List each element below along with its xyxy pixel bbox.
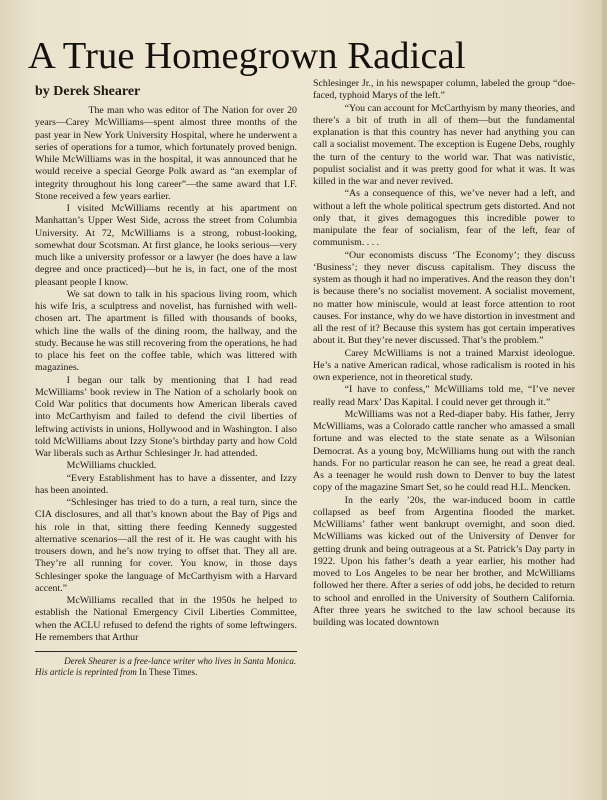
- paragraph: “Schlesinger has tried to do a turn, a real turn, since the CIA disclosures, and all that’s known about the Bay of Pigs and his role in that, sitting there feeding Kennedy suggested alternative scenarios—all the rest of it. He was caught with his trousers down, and he’s now trying to offset that. They all are. They’re all running for cover. You know, in those days Schlesinger spoke the language of McCarthyism with a Harvard accent.”: [35, 497, 297, 594]
- footnote-source: In These Times.: [139, 667, 198, 677]
- paragraph: We sat down to talk in his spacious living room, which his wife Iris, a sculptress and novelist, has furnished with well-chosen art. The apartment is filled with thousands of books, which line the walls of the dining room, the hallway, and the study. Because he was still recovering from the operations, he had to place his feet on the coffee table, which was littered with magazines.: [35, 288, 297, 374]
- paragraph: McWilliams was not a Red-diaper baby. His father, Jerry McWilliams, was a Colorado cattle rancher who amassed a small fortune and was elected to the state senate as a Wilsonian Democrat. As a young boy, McWilliams hung out with the ranch hands. For no particular reason he can see, he read a great deal. As a teenager he would rush down to Denver to buy the latest copy of the magazine Smart Set, so he could read H.L. Mencken.: [313, 408, 575, 494]
- paragraph: “As a consequence of this, we’ve never had a left, and without a left the whole political spectrum gets distorted. And not only that, it gives demagogues this incredible power to manipulate the fear of socialism, fear of the left, fear of communism. . . .: [313, 188, 575, 249]
- paragraph: The man who was editor of The Nation for over 20 years—Carey McWilliams—spent almost three months of the past year in New York University Hospital, where he underwent a series of operations for a tumor, which fortunately proved benign. While McWilliams was in the hospital, it was announced that he would receive a special George Polk award as “an exemplar of integrity throughout his long career”—the same award that I.F. Stone received a few years earlier.: [35, 105, 297, 202]
- footnote-text: Derek Shearer is a free-lance writer who lives in Santa Monica. His article is reprinted from: [35, 656, 297, 677]
- footnote-divider: [35, 651, 297, 652]
- author-footnote: [35, 656, 297, 678]
- paragraph: In the early ’20s, the war-induced boom in cattle collapsed as beef from Argentina flooded the market. McWilliams’ father went bankrupt overnight, and soon died. McWilliams was kicked out of the University of Denver for getting drunk and being outrageous at a St. Patrick’s Day party in 1922. Upon his father’s death a year earlier, his mother had moved to Los Angeles to be near her brother, and McWilliams followed her there. After a series of odd jobs, he decided to return to school and enrolled in the University of Southern California. After three years he switched to the law school because its building was located downtown: [313, 494, 575, 628]
- paragraph: “You can account for McCarthyism by many theories, and there’s a bit of truth in all of them—but the fundamental explanation is that this country has never had anything you can call a socialist movement. The exception is Eugene Debs, roughly the turn of the century to the world war. That was nativistic, populist socialist and it was pretty good for what it was. It was killed in the war and never revived.: [313, 102, 575, 187]
- paragraph: “Our economists discuss ‘The Economy’; they discuss ‘Business’; they never discuss capitalism. They discuss the system as though it had no imperatives. And the reason they don’t is because there’s no socialist movement. A socialist movement, no matter how miniscule, would at least force attention to root causes. For instance, why do we have distortion in investment and all the rest of it? Because this system has got certain imperatives about it. But they’re never discussed. That’s the problem.”: [313, 249, 575, 347]
- paragraph: “Every Establishment has to have a dissenter, and Izzy has been anointed.: [35, 472, 297, 496]
- left-column: [35, 84, 297, 678]
- paragraph: I visited McWilliams recently at his apartment on Manhattan’s Upper West Side, across the street from Columbia University. At 72, McWilliams is a strong, robust-looking, somewhat dour Scotsman. At first glance, he looks serious—very much like a university professor or a lawyer (he does have a law degree and once practiced)—but he is, in fact, one of the most pleasant people I know.: [35, 203, 297, 288]
- paragraph: McWilliams chuckled.: [66, 460, 157, 472]
- paragraph: McWilliams recalled that in the 1950s he helped to establish the National Emergency Civil Liberties Committee, when the ACLU refused to defend the rights of some leftwingers. He remembers that Arthur: [35, 595, 297, 643]
- page-edge: [602, 0, 607, 800]
- byline: by Derek Shearer: [35, 84, 141, 99]
- paragraph: Schlesinger Jr., in his newspaper column, labeled the group “doe-faced, typhoid Marys of the left.”: [313, 78, 575, 102]
- paragraph: I began our talk by mentioning that I had read McWilliams’ book review in The Nation of a scholarly book on Cold War politics that documents how American liberals caved into McCarthyism and failed to defend the civil liberties of leftwing activists in unions, Hollywood and in Washington. I also told McWilliams about Izzy Stone’s birthday party and how Cold War liberals such as Arthur Schlesinger Jr. had attended.: [35, 374, 297, 459]
- paragraph: Carey McWilliams is not a trained Marxist ideologue. He’s a native American radical, whose radicalism is rooted in his own experience, not in theoretical study.: [313, 347, 575, 383]
- article-headline: A True Homegrown Radical: [28, 35, 466, 77]
- paragraph: “I have to confess,” McWilliams told me, “I’ve never really read Marx’ Das Kapital. I could never get through it.”: [313, 384, 575, 408]
- right-column: [313, 78, 575, 629]
